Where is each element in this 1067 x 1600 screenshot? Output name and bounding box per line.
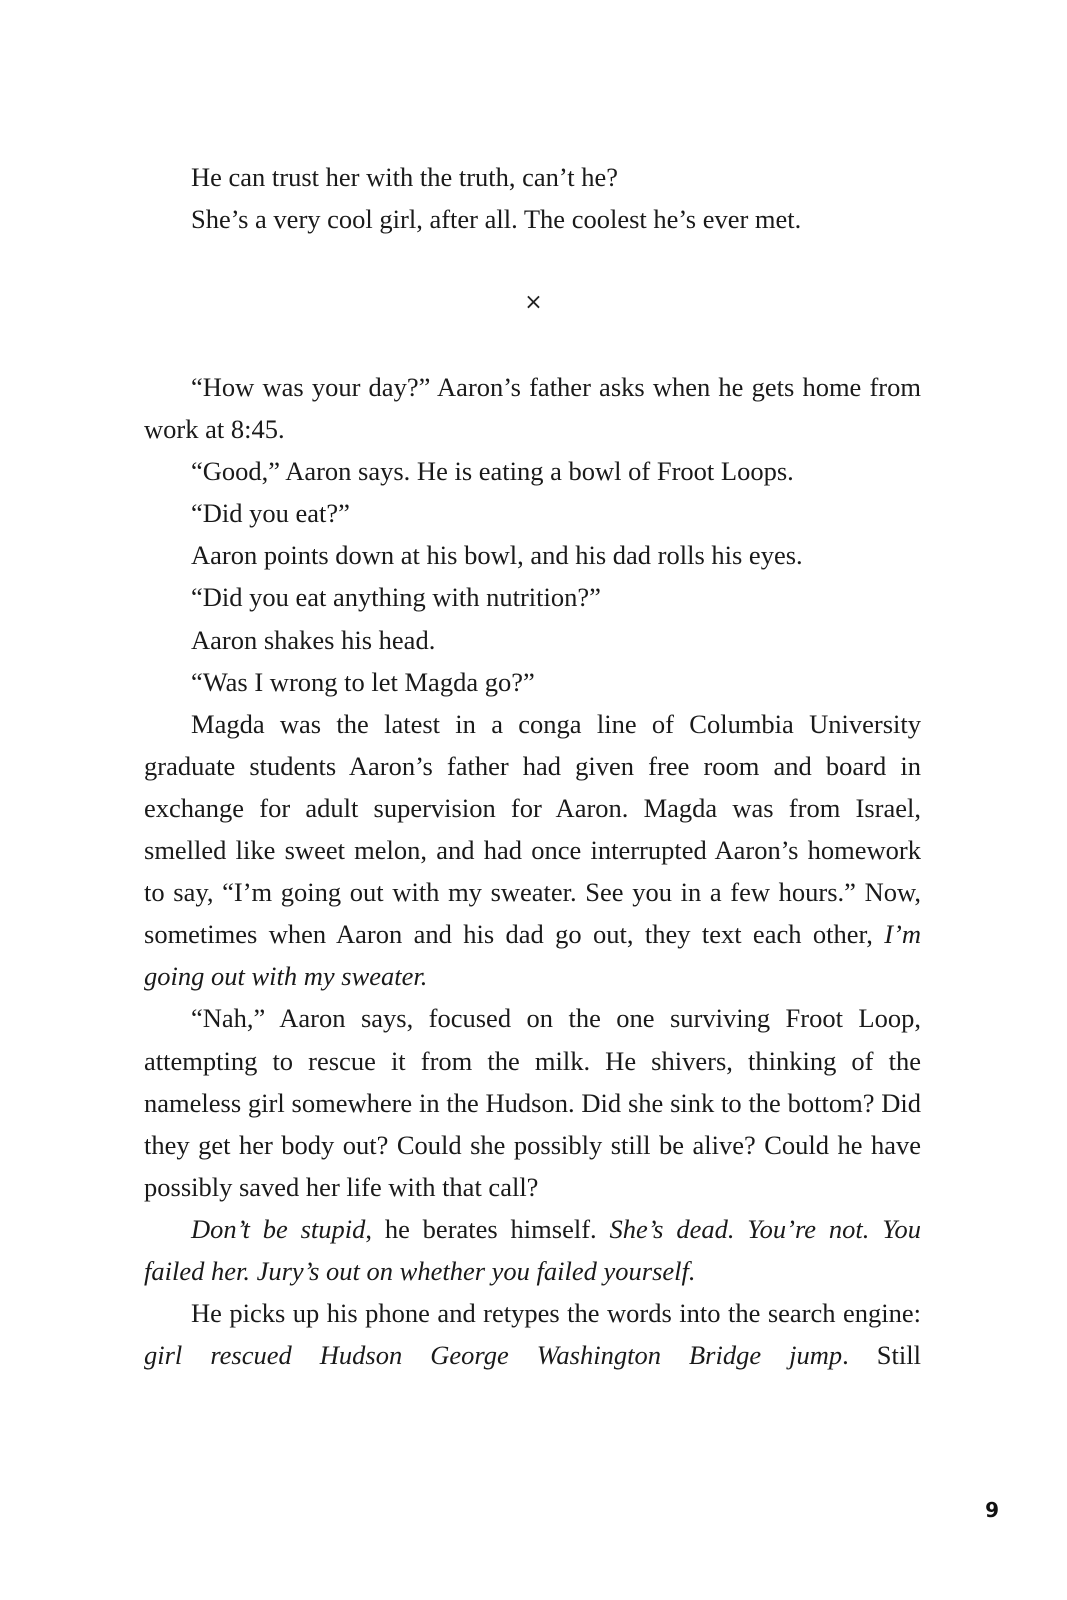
paragraph-text: Magda was the latest in a conga line of Columbia University graduate students Aaron’s father had given free room and board in exchange for adult supervision for Aaron. Magda was from Israel, smelled like sweet melon, and had once interrupted Aaron’s homework to say, “I’m going out with my sweater. See you in a few hours.” Now, sometimes when Aaron and his dad go out, they text each other, — [144, 708, 921, 950]
paragraph — [144, 703, 921, 998]
paragraph-text: , he berates himself. — [365, 1213, 610, 1244]
section-break-icon: × — [524, 290, 543, 315]
italic-text: She’s dead. You’re not. You failed her. Jury’s out on whether you failed yourself. — [144, 1213, 922, 1286]
italic-text: Don’t be stupid — [191, 1213, 366, 1244]
paragraph-text: He picks up his phone and retypes the words into the search engine: — [191, 1298, 921, 1329]
italic-text: girl rescued Hudson George Washington Bridge jump — [144, 1340, 843, 1371]
paragraph: “Good,” Aaron says. He is eating a bowl of Froot Loops. — [191, 456, 794, 487]
paragraph: “How was your day?” Aaron’s father asks when he gets home from work at 8:45. — [144, 372, 921, 445]
paragraph: “Was I wrong to let Magda go?” — [191, 666, 535, 697]
opening-text-block — [144, 156, 921, 240]
paragraph: “Nah,” Aaron says, focused on the one surviving Froot Loop, attempting to rescue it from the milk. He shivers, thinking of the nameless girl somewhere in the Hudson. Did she sink to the bottom? Did they get her body out? Could she possibly still be alive? Could he have possibly saved her life with that call? — [144, 1003, 921, 1202]
page-number: 9 — [985, 1498, 999, 1522]
paragraph: He can trust her with the truth, can’t he? — [191, 162, 619, 192]
paragraph-text: . Still — [842, 1340, 921, 1371]
paragraph: Aaron shakes his head. — [191, 624, 436, 655]
paragraph: Aaron points down at his bowl, and his dad rolls his eyes. — [191, 540, 803, 571]
main-text-block — [144, 366, 921, 1376]
paragraph: “Did you eat anything with nutrition?” — [191, 582, 601, 613]
paragraph — [144, 1208, 921, 1292]
paragraph: “Did you eat?” — [191, 498, 350, 529]
paragraph — [144, 1292, 921, 1376]
paragraph: She’s a very cool girl, after all. The coolest he’s ever met. — [191, 204, 802, 235]
italic-text: I’m going out with my sweater. — [144, 919, 921, 992]
